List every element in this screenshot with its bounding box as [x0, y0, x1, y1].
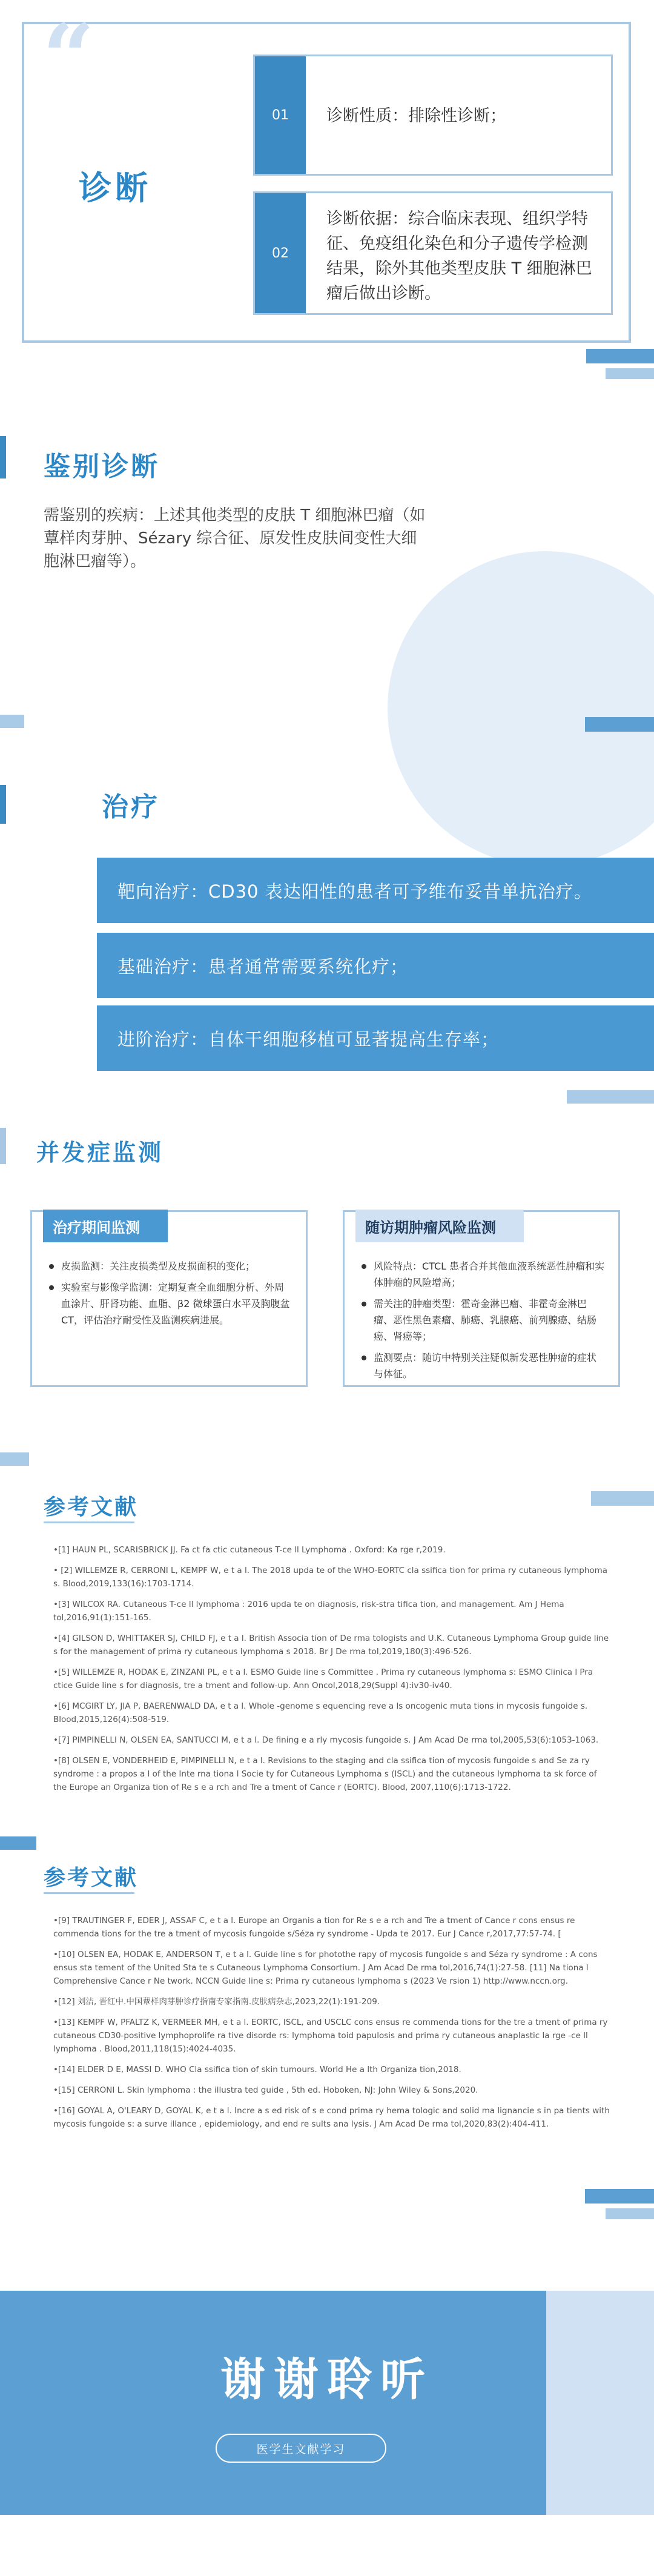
- decor-stripe: [585, 717, 654, 732]
- decor-stripe: [585, 2189, 654, 2204]
- complications-title: 并发症监测: [36, 1139, 164, 1166]
- decor-stripe: [606, 2208, 654, 2219]
- treatment-item: 靶向治疗：CD30 表达阳性的患者可予维布妥昔单抗治疗。: [97, 858, 654, 923]
- list-item: 监测要点：随访中特别关注疑似新发恶性肿瘤的症状与体征。: [360, 1349, 605, 1382]
- complication-box-head: 随访期肿瘤风险监测: [355, 1210, 524, 1242]
- reference-item: •[4] GILSON D, WHITTAKER SJ, CHILD FJ, e t a l. British Associa tion of De rma tologists and U.K. Cutaneous Lymphoma Group guide line s for the management of prima ry cutaneous lymphoma s 2018. Br J De rma tol,2019,180(3):496-526.: [53, 1634, 609, 1657]
- list-item: 实验室与影像学监测：定期复查全血细胞分析、外周血涂片、肝肾功能、血脂、β2 微球蛋白水平及胸腹盆 CT，评估治疗耐受性及监测疾病进展。: [48, 1279, 292, 1328]
- decor-stripe: [0, 715, 24, 728]
- thanks-badge: 医学生文献学习: [216, 2434, 386, 2463]
- section-accent: [0, 436, 6, 478]
- references-title: 参考文献: [44, 1495, 139, 1520]
- differential-text: 需鉴别的疾病：上述其他类型的皮肤 T 细胞淋巴瘤（如蕈样肉芽肿、Sézary 综合征、原发性皮肤间变性大细胞淋巴瘤等）。: [44, 506, 426, 571]
- card-text: 诊断性质：排除性诊断；: [326, 107, 506, 125]
- complication-box-treatment: [30, 1210, 308, 1387]
- reference-item: •[10] OLSEN EA, HODAK E, ANDERSON T, e t a l. Guide line s for photothe rapy of mycosis fungoide s and Séza ry syndrome : A cons ensus sta tement of the United Sta te s Cutaneous Lymphoma Consortium. J Am Acad De rma tol,2016,74(1):27-58. [11] Na tiona l Comprehensive Cance r Ne twork. NCCN Guide line s: Prima ry cutaneous lymphoma s (2023 Ve rsion 1) http://www.nccn.org.: [53, 1950, 598, 1986]
- reference-list: [53, 1543, 610, 1801]
- diagnosis-card-2: [253, 191, 613, 315]
- complication-box-followup: [343, 1210, 620, 1387]
- title-underline: [44, 1521, 134, 1523]
- reference-item: •[14] ELDER D E, MASSI D. WHO Cla ssifica tion of skin tumours. World He a lth Organiza tion,2018.: [53, 2065, 461, 2074]
- reference-item: •[5] WILLEMZE R, HODAK E, ZINZANI PL, e t a l. ESMO Guide line s Committee . Prima ry cutaneous lymphoma s: ESMO Clinica l Pra ctice Guide line s for diagnosis, tre a tment and follow-up. Ann Oncol,2018,29(Suppl 4):iv30-iv40.: [53, 1667, 593, 1690]
- reference-item: •[6] MCGIRT LY, JIA P, BAERENWALD DA, e t a l. Whole -genome s equencing reve a ls oncogenic muta tions in mycosis fungoide s. Blood,2015,126(4):508-519.: [53, 1701, 588, 1724]
- list-item: 需关注的肿瘤类型：霍奇金淋巴瘤、非霍奇金淋巴瘤、恶性黑色素瘤、肺癌、乳腺癌、前列腺癌、结肠癌、肾癌等；: [360, 1296, 605, 1345]
- reference-item: •[15] CERRONI L. Skin lymphoma : the illustra ted guide , 5th ed. Hoboken, NJ: John Wiley & Sons,2020.: [53, 2085, 478, 2095]
- diagnosis-card-1: [253, 55, 613, 176]
- reference-item: •[3] WILCOX RA. Cutaneous T-ce ll lymphoma : 2016 upda te on diagnosis, risk-stra tifica tion, and management. Am J Hema tol,2016,91(1):151-165.: [53, 1600, 564, 1623]
- list-item: 风险特点：CTCL 患者合并其他血液系统恶性肿瘤和实体肿瘤的风险增高；: [360, 1258, 605, 1291]
- reference-item: •[8] OLSEN E, VONDERHEID E, PIMPINELLI N, e t a l. Revisions to the staging and cla ssifica tion of mycosis fungoide s and Se za ry syndrome : a propos a l of the Inte rna tiona l Socie ty for Cutaneous Lymphoma s (ISCL) and the cutaneous lymphoma ta sk force of the Europe an Organiza tion of Re s e a rch and Tre a tment of Cance r (EORTC). Blood, 2007,110(6):1713-1722.: [53, 1756, 597, 1792]
- card-number: 02: [255, 193, 306, 313]
- title-underline: [44, 1892, 134, 1894]
- reference-item: •[12] 刘洁, 晋红中.中国蕈样肉芽肿诊疗指南专家指南.皮肤病杂志,2023,22(1):191-209.: [53, 1997, 380, 2007]
- quote-mark-icon: “: [42, 4, 95, 111]
- complication-box-head: 治疗期间监测: [43, 1210, 168, 1242]
- card-number: 01: [255, 56, 306, 174]
- reference-item: •[1] HAUN PL, SCARISBRICK JJ. Fa ct fa ctic cutaneous T-ce ll Lymphoma . Oxford: Ka rge r,2019.: [53, 1545, 446, 1555]
- reference-item: •[9] TRAUTINGER F, EDER J, ASSAF C, e t a l. Europe an Organis a tion for Re s e a rch and Tre a tment of Cance r cons ensus re commenda tions for the tre a tment of mycosis fungoide s/Séza ry syndrome - Upda te 2017. Eur J Cance r,2017,77:57-74. [: [53, 1916, 575, 1939]
- differential-title: 鉴别诊断: [44, 451, 160, 482]
- diagnosis-title: 诊断: [79, 169, 151, 207]
- list-item: 皮损监测：关注皮损类型及皮损面积的变化；: [48, 1258, 292, 1274]
- decor-stripe: [0, 1452, 29, 1466]
- section-accent: [0, 1128, 6, 1164]
- treatment-item: 基础治疗：患者通常需要系统化疗；: [97, 933, 654, 998]
- treatment-item: 进阶治疗：自体干细胞移植可显著提高生存率；: [97, 1005, 654, 1071]
- reference-list: [53, 1914, 610, 2138]
- card-text: 诊断依据：综合临床表现、组织学特征、免疫组化染色和分子遗传学检测结果，除外其他类型皮肤 T 细胞淋巴瘤后做出诊断。: [326, 210, 592, 303]
- section-accent: [0, 785, 6, 824]
- reference-item: •[13] KEMPF W, PFALTZ K, VERMEER MH, e t a l. EORTC, ISCL, and USCLC cons ensus re commenda tions for the tre a tment of prima ry cutaneous CD30-positive lymphoprolife ra tive disorde rs: lymphoma toid papulosis and prima ry cutaneous anaplastic la rge -ce ll lymphoma . Blood,2011,118(15):4024-4035.: [53, 2018, 608, 2054]
- reference-item: •[7] PIMPINELLI N, OLSEN EA, SANTUCCI M, e t a l. De fining e a rly mycosis fungoide s. J Am Acad De rma tol,2005,53(6):1053-1063.: [53, 1735, 599, 1745]
- reference-item: •[16] GOYAL A, O'LEARY D, GOYAL K, e t a l. Incre a s ed risk of s e cond prima ry hema tologic and solid ma lignancie s in pa tients with mycosis fungoide s: a surve illance , epidemiology, and end re sults ana lysis. J Am Acad De rma tol,2020,83(2):404-411.: [53, 2106, 610, 2129]
- decor-stripe: [567, 1090, 654, 1104]
- decor-circle: [388, 551, 654, 866]
- decor-stripe: [0, 1836, 36, 1850]
- decor-stripe: [591, 1491, 654, 1506]
- thanks-title: 谢谢聆听: [220, 2354, 434, 2406]
- decor-stripe: [606, 368, 654, 379]
- reference-item: • [2] WILLEMZE R, CERRONI L, KEMPF W, e t a l. The 2018 upda te of the WHO-EORTC cla ssifica tion for prima ry cutaneous lymphoma s. Blood,2019,133(16):1703-1714.: [53, 1566, 608, 1589]
- references-title: 参考文献: [44, 1866, 139, 1890]
- decor-stripe: [586, 349, 654, 363]
- treatment-title: 治疗: [102, 792, 160, 823]
